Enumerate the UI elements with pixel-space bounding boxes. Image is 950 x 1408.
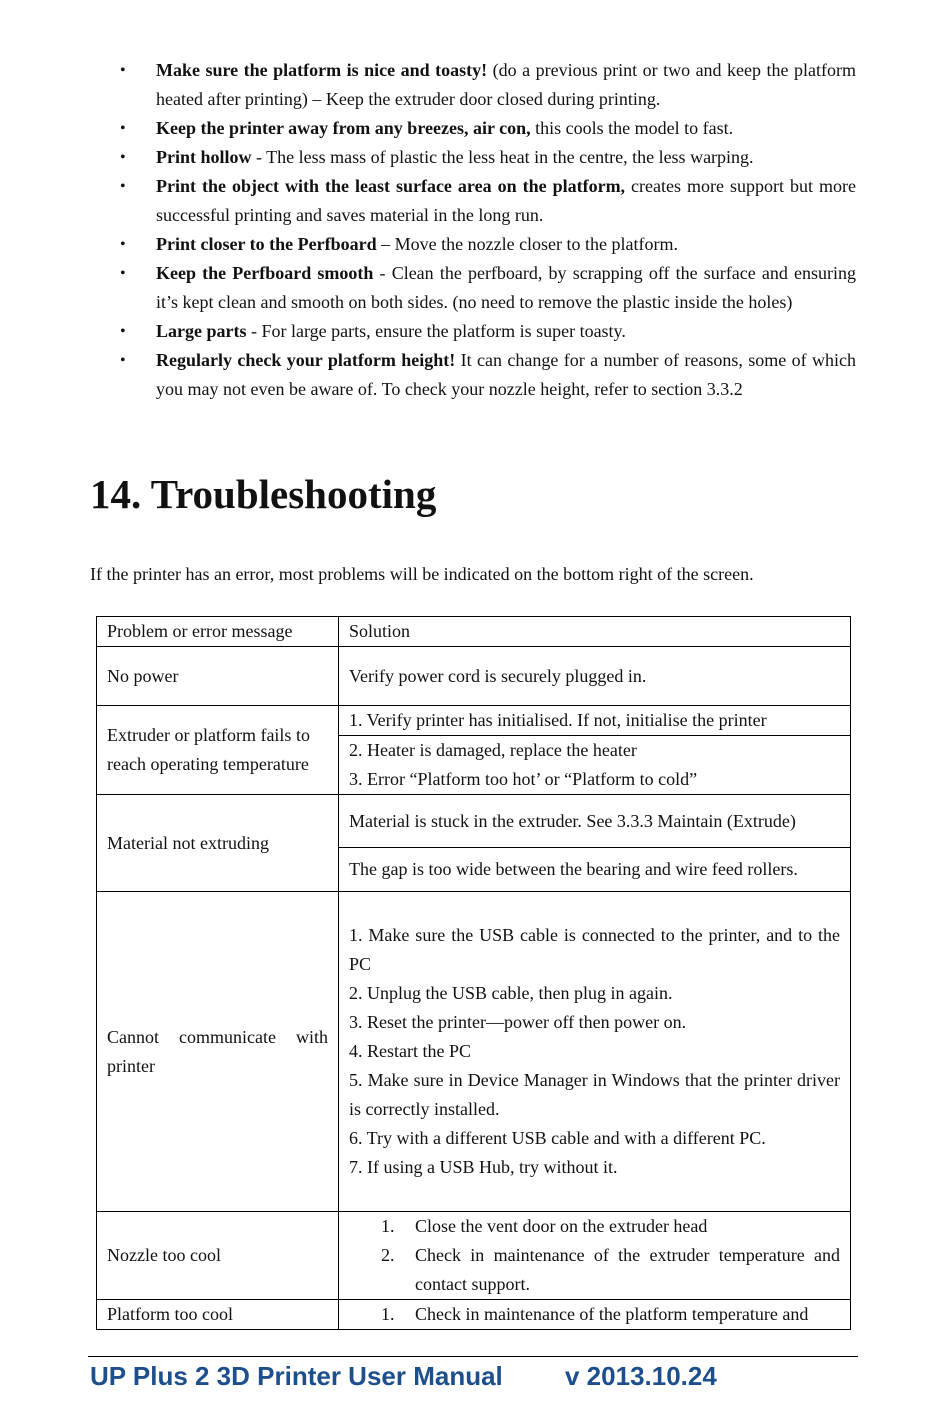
footer-manual-title: UP Plus 2 3D Printer User Manual — [90, 1361, 503, 1391]
table-row — [97, 1300, 851, 1330]
troubleshooting-table — [96, 616, 851, 1330]
header-solution-cell: Solution — [339, 617, 851, 647]
bullet-text: - For large parts, ensure the platform is super toasty. — [246, 321, 626, 341]
bullet-bold: Print closer to the Perfboard — [156, 234, 377, 254]
problem-cell: Nozzle too cool — [97, 1212, 339, 1300]
bullet-bold: Print the object with the least surface area on the platform, — [156, 176, 626, 196]
footer-rule — [88, 1356, 858, 1357]
bullet-icon: • — [120, 62, 126, 79]
bullet-text: creates more support but more successful printing and saves material in the long run. — [156, 176, 856, 225]
solution-step — [349, 1300, 840, 1329]
bullet-icon: • — [120, 149, 126, 166]
problem-cell: Platform too cool — [97, 1300, 339, 1330]
section-intro: If the printer has an error, most problems will be indicated on the bottom right of the screen. — [90, 564, 754, 584]
bullet-icon: • — [120, 323, 126, 340]
bullet-item — [118, 172, 856, 230]
problem-cell: Cannot communicate with printer — [97, 892, 339, 1212]
bullet-text: It can change for a number of reasons, some of which you may not even be aware of. To check your nozzle height, refer to section 3.3.2 — [156, 350, 857, 399]
bullet-item — [118, 346, 856, 404]
solution-cell: 1. Verify printer has initialised. If not, initialise the printer — [339, 706, 851, 736]
problem-cell: Material not extruding — [97, 795, 339, 892]
bullet-item — [118, 56, 856, 114]
bullet-item — [118, 259, 856, 317]
table-row — [97, 892, 851, 1212]
solution-line: 2. Heater is damaged, replace the heater — [349, 740, 637, 760]
tips-bullet-list — [118, 56, 856, 404]
solution-step: 5. Make sure in Device Manager in Windows that the printer driver is correctly installed. — [349, 1070, 840, 1119]
bullet-bold: Make sure the platform is nice and toasty! — [156, 60, 488, 80]
solution-step — [349, 1241, 840, 1299]
bullet-icon: • — [120, 236, 126, 253]
bullet-icon: • — [120, 120, 126, 137]
table-row — [97, 795, 851, 848]
table-row — [97, 1212, 851, 1300]
bullet-item — [118, 317, 856, 346]
bullet-item — [118, 230, 856, 259]
solution-step — [349, 1212, 840, 1241]
bullet-bold: Keep the printer away from any breezes, air con, — [156, 118, 531, 138]
solution-step: 1. Make sure the USB cable is connected to the printer, and to the PC — [349, 925, 840, 974]
bullet-text: this cools the model to fast. — [530, 118, 734, 138]
bullet-text: – Move the nozzle closer to the platform. — [376, 234, 679, 254]
solution-cell: Verify power cord is securely plugged in. — [339, 647, 851, 706]
bullet-icon: • — [120, 352, 126, 369]
footer-version: v 2013.10.24 — [565, 1361, 717, 1391]
solution-cell: Material is stuck in the extruder. See 3.3.3 Maintain (Extrude) — [339, 795, 851, 848]
bullet-item — [118, 114, 856, 143]
solution-step: 2. Unplug the USB cable, then plug in again. — [349, 983, 673, 1003]
solution-cell — [339, 1300, 851, 1330]
solution-cell — [339, 736, 851, 795]
bullet-text: - Clean the perfboard, by scrapping off the surface and ensuring it’s kept clean and smooth on both sides. (no need to remove the plastic inside the holes) — [156, 263, 856, 312]
solution-line: 3. Error “Platform too hot’ or “Platform to cold” — [349, 769, 698, 789]
problem-cell: Extruder or platform fails to reach operating temperature — [97, 706, 339, 795]
solution-cell: The gap is too wide between the bearing and wire feed rollers. — [339, 848, 851, 892]
solution-step: 4. Restart the PC — [349, 1041, 471, 1061]
bullet-bold: Print hollow — [156, 147, 252, 167]
solution-cell — [339, 892, 851, 1212]
bullet-text: (do a previous print or two and keep the platform heated after printing) – Keep the extruder door closed during printing. — [156, 60, 856, 109]
step-text: Close the vent door on the extruder head — [415, 1216, 708, 1236]
step-number: 2. — [381, 1245, 395, 1265]
bullet-bold: Keep the Perfboard smooth — [156, 263, 374, 283]
bullet-item — [118, 143, 856, 172]
solution-step: 6. Try with a different USB cable and with a different PC. — [349, 1128, 766, 1148]
step-text: Check in maintenance of the extruder temperature and contact support. — [415, 1245, 840, 1294]
bullet-text: - The less mass of plastic the less heat in the centre, the less warping. — [251, 147, 754, 167]
bullet-bold: Large parts — [156, 321, 247, 341]
step-number: 1. — [381, 1304, 395, 1324]
step-number: 1. — [381, 1216, 395, 1236]
problem-cell: No power — [97, 647, 339, 706]
bullet-bold: Regularly check your platform height! — [156, 350, 456, 370]
bullet-icon: • — [120, 265, 126, 282]
section-heading: 14. Troubleshooting — [90, 471, 437, 517]
step-text: Check in maintenance of the platform temperature and — [415, 1304, 809, 1324]
solution-step: 7. If using a USB Hub, try without it. — [349, 1157, 618, 1177]
solution-cell — [339, 1212, 851, 1300]
solution-step: 3. Reset the printer—power off then power on. — [349, 1012, 687, 1032]
table-row — [97, 706, 851, 736]
table-row — [97, 647, 851, 706]
bullet-icon: • — [120, 178, 126, 195]
header-problem-cell: Problem or error message — [97, 617, 339, 647]
table-header-row — [97, 617, 851, 647]
